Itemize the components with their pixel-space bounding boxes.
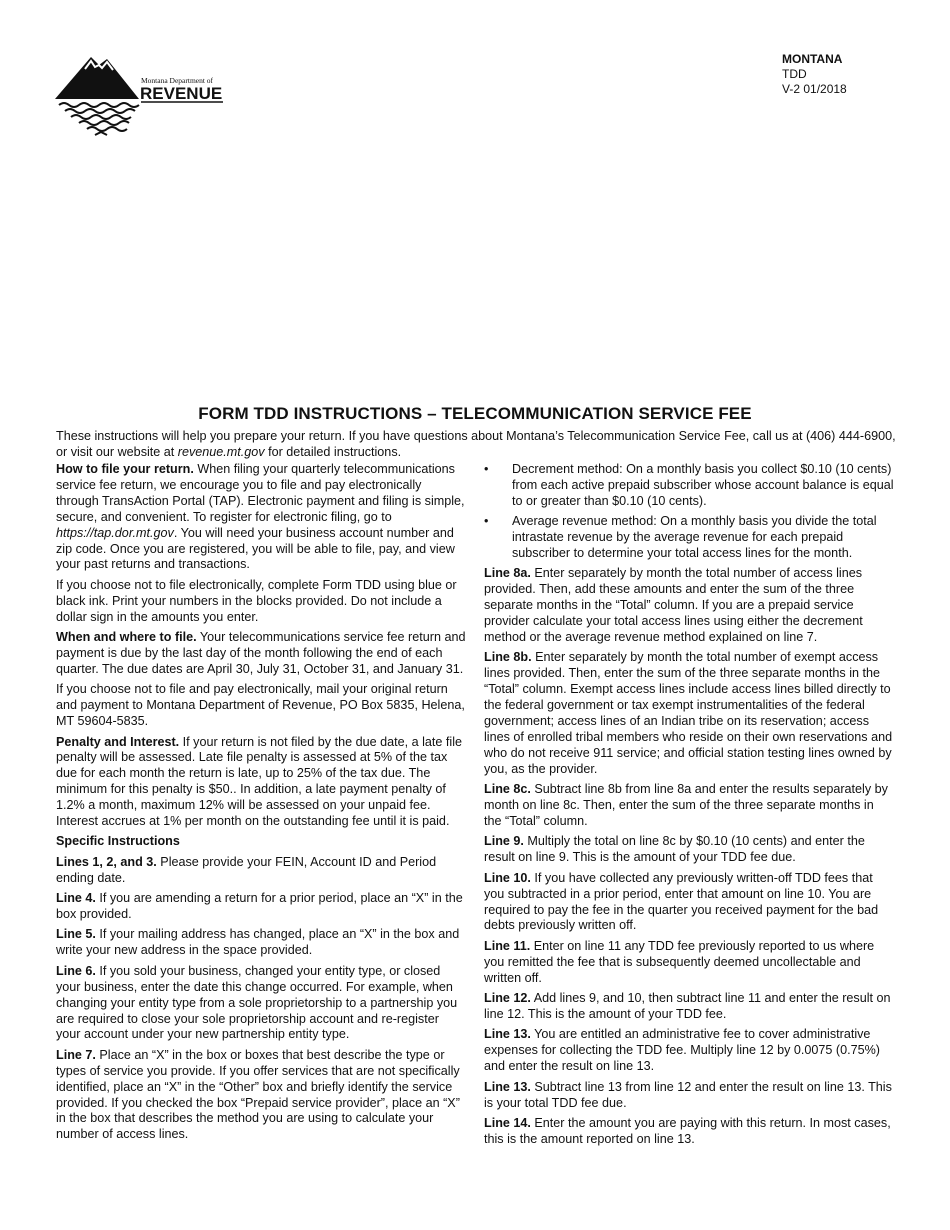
water-waves-icon bbox=[59, 103, 139, 135]
mountain-icon bbox=[55, 57, 139, 99]
form-identifier bbox=[782, 52, 847, 97]
logo-dept-text: Montana Department of bbox=[141, 76, 214, 85]
intro-text: These instructions will help you prepare your return. If you have questions about Montana’s Telecommunication Service Fee, call us at (406) 444-6900, or visit our website at bbox=[56, 429, 896, 459]
bullet-decrement: • Decrement method: On a monthly basis you collect $0.10 (10 cents) from each active prepaid subscriber whose account balance is equal to or greater than $0.10 (10 cents). bbox=[484, 462, 894, 508]
line-11: Line 11. Enter on line 11 any TDD fee previously reported to us where you remitted the fee that is subsequently deemed uncollectable and written off. bbox=[484, 938, 875, 985]
line-6: Line 6. If you sold your business, changed your entity type, or closed your business, enter the date this change occurred. For example, when changing your entity type from a sole proprietorship to a partnership you are required to close your sole proprietorship account and re-register your account under your new partnership entity type. bbox=[56, 963, 458, 1042]
bullet-average-revenue: • Average revenue method: On a monthly basis you divide the total intrastate revenue by the average revenue for each prepaid subscriber to determine your total access lines for the month. bbox=[484, 514, 877, 561]
form-state: MONTANA bbox=[782, 52, 843, 66]
page-title: FORM TDD INSTRUCTIONS – TELECOMMUNICATION SERVICE FEE bbox=[198, 404, 752, 423]
specific-instructions-heading: Specific Instructions bbox=[56, 834, 180, 849]
line-8b: Line 8b. Enter separately by month the total number of exempt access lines provided. Then, enter the sum of the three separate months in the “Total” column. Exempt access lines include access lines billed directly to the federal government or tax exempt instrumentalities of the federal government; access lines of an Indian tribe on its reservation; access lines of enrolled tribal members who reside on their own reservations and who do not receive 911 service; and official station testing lines owned by you, as the provider. bbox=[484, 650, 893, 776]
montana-revenue-logo bbox=[55, 55, 225, 137]
form-code: TDD bbox=[782, 67, 807, 81]
logo-revenue-text: REVENUE bbox=[140, 84, 223, 103]
left-column bbox=[56, 462, 466, 1148]
line-13-admin-fee: Line 13. You are entitled an administrative fee to cover administrative expenses for collecting the TDD fee. Multiply line 12 by 0.0075 (0.75%) and enter the result on line 13. bbox=[484, 1027, 880, 1074]
tap-url: https://tap.dor.mt.gov bbox=[56, 525, 174, 540]
line-8c: Line 8c. Subtract line 8b from line 8a and enter the results separately by month on line 8c. Then, enter the sum of the three separate months in the “Total” column. bbox=[484, 782, 888, 829]
website-link: revenue.mt.gov bbox=[177, 445, 265, 459]
line-7: Line 7. Place an “X” in the box or boxes that best describe the type or types of service you provide. If you offer services that are not specifically identified, place an “X” in the “Other” box and briefly identify the service provided. If you checked the box “Prepaid service provider”, place an “X” in the box that describes the method you are using to calculate your number of access lines. bbox=[56, 1047, 460, 1142]
right-column bbox=[484, 462, 894, 1152]
line-12: Line 12. Add lines 9, and 10, then subtract line 11 and enter the result on line 12. This is the amount of your TDD fee. bbox=[484, 991, 891, 1021]
penalty-interest: Penalty and Interest. If your return is not filed by the due date, a late file penalty will be assessed. Late file penalty is assessed at 5% of the tax due for each month the return is late, up to 25% of the tax due. The minimum for this penalty is $50.. In addition, a late payment penalty of 1.2% a month, maximum 12% will be assessed on your unpaid fee. Interest accrues at 1% per month on the outstanding fee until it is paid. bbox=[56, 734, 463, 829]
line-13-total: Line 13. Subtract line 13 from line 12 and enter the result on line 13. This is your total TDD fee due. bbox=[484, 1079, 892, 1110]
line-10: Line 10. If you have collected any previously written-off TDD fees that you subtracted in a prior period, enter that amount on line 10. You are required to pay the fee in the quarter you received payment for the bad debts previously written off. bbox=[484, 870, 879, 933]
line-9: Line 9. Multiply the total on line 8c by $0.10 (10 cents) and enter the result on line 9. This is the amount of your TDD fee due. bbox=[484, 834, 865, 865]
line-1-2-3: Lines 1, 2, and 3. Please provide your FEIN, Account ID and Period ending date. bbox=[56, 854, 437, 885]
line-8a: Line 8a. Enter separately by month the total number of access lines provided. Then, add these amounts and enter the sum of the three separate months in the “Total” column. If you are a prepaid service provider calculate your total access lines using either the decrement method or the average revenue method explained on line 7. bbox=[484, 566, 863, 645]
line-5: Line 5. If your mailing address has changed, place an “X” in the box and write your new address in the space provided. bbox=[56, 927, 460, 958]
paper-filing: If you choose not to file electronically, complete Form TDD using blue or black ink. Print your numbers in the blocks provided. Do not include a dollar sign in the amounts you enter. bbox=[56, 577, 457, 624]
line-14: Line 14. Enter the amount you are paying with this return. In most cases, this is the amount reported on line 13. bbox=[484, 1115, 891, 1146]
form-version: V-2 01/2018 bbox=[782, 82, 847, 96]
intro-text-end: for detailed instructions. bbox=[264, 445, 402, 459]
how-to-file: How to file your return. When filing your quarterly telecommunications service fee return, we encourage you to file and pay electronically through TransAction Portal (TAP). Electronic payment and filing is simple, secure, and convenient. To register for electronic filing, go to https://tap.dor.mt.gov. You will need your business account number and zip code. Once you are registered, you will be able to file, pay, and view your past returns and transactions. bbox=[56, 462, 465, 572]
when-where: When and where to file. Your telecommunications service fee return and payment is due by the last day of the month following the end of each quarter. The due dates are April 30, July 31, October 31, and January 31. bbox=[56, 630, 466, 676]
intro-paragraph bbox=[56, 428, 906, 460]
mail-address: If you choose not to file and pay electronically, mail your original return and payment to Montana Department of Revenue, PO Box 5835, Helena, MT 59604-5835. bbox=[56, 682, 465, 729]
line-4: Line 4. If you are amending a return for a prior period, place an “X” in the box provided. bbox=[56, 891, 463, 922]
